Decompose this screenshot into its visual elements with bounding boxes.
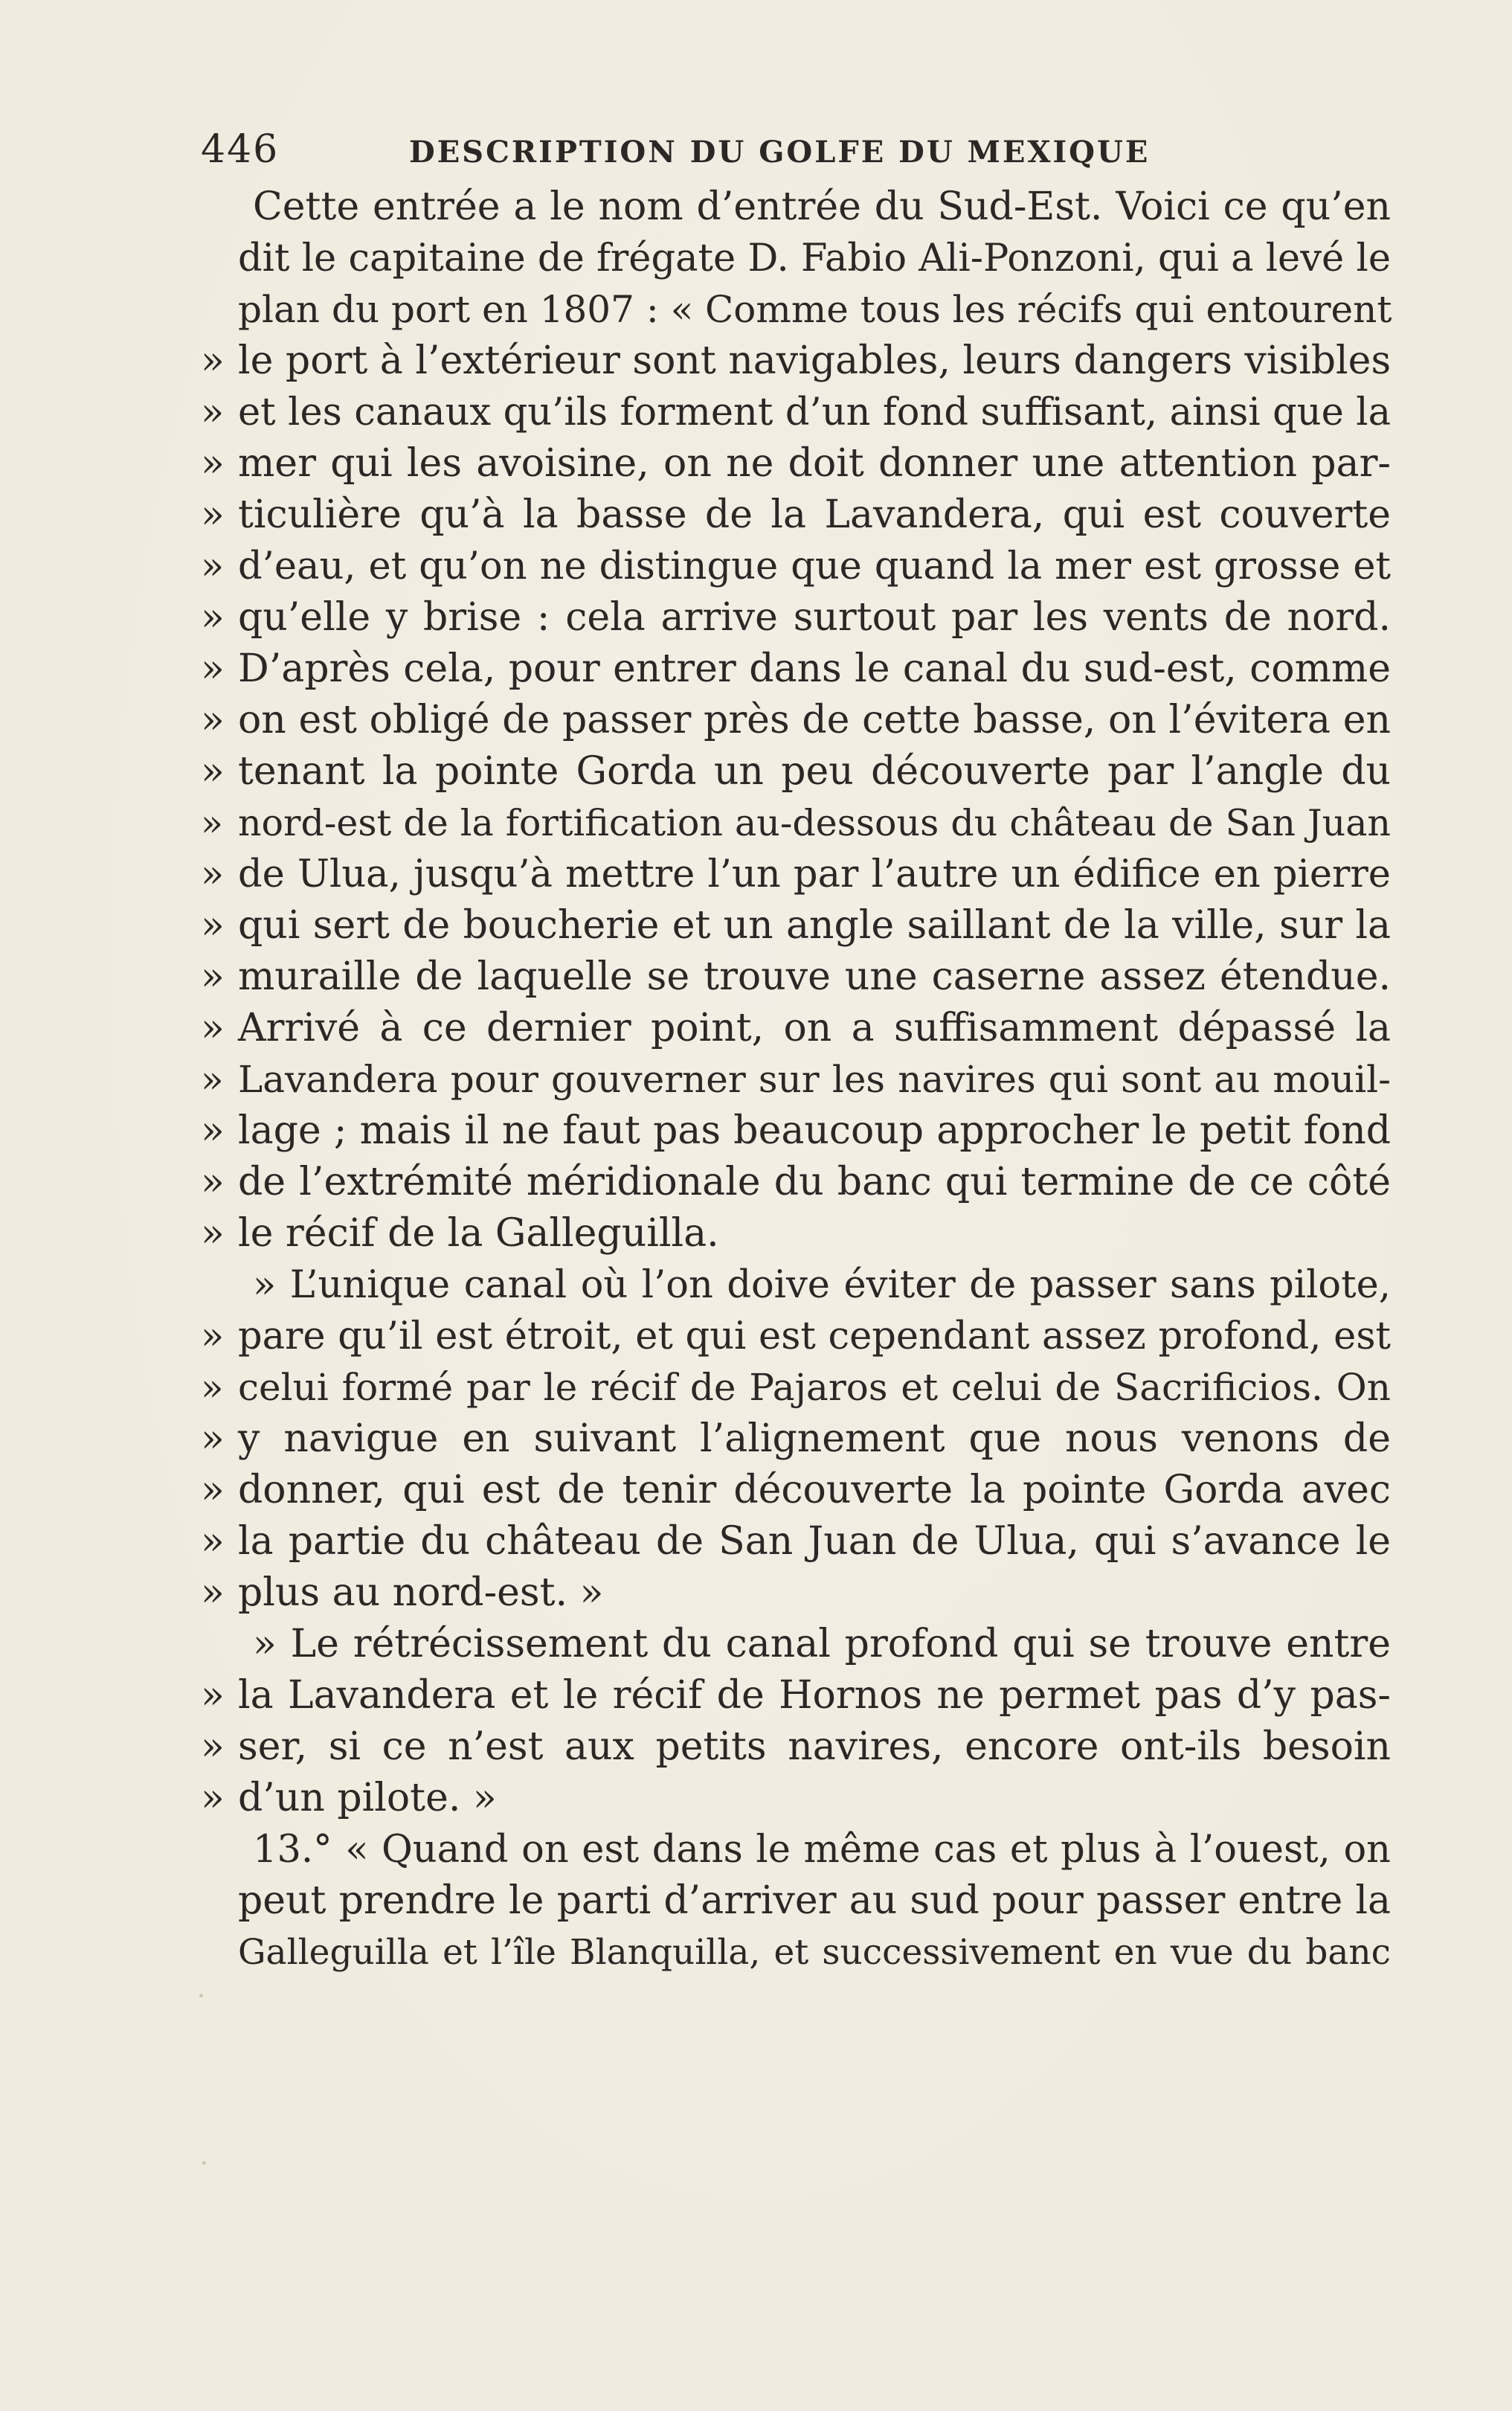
line-text: Galleguilla et l’île Blanquilla, et successivement en vue du banc bbox=[238, 1932, 1391, 1973]
text-line bbox=[201, 1208, 1391, 1259]
line-text: la Lavandera et le récif de Hornos ne permet pas d’y pas- bbox=[238, 1673, 1391, 1718]
quote-mark: » bbox=[201, 1776, 225, 1820]
text-line bbox=[201, 1927, 1391, 1978]
text-line bbox=[201, 1516, 1391, 1567]
text-line bbox=[201, 233, 1391, 284]
line-text: la partie du château de San Juan de Ulua, qui s’avance le bbox=[238, 1519, 1391, 1564]
text-line bbox=[201, 1721, 1391, 1773]
text-line bbox=[201, 1362, 1391, 1413]
line-text: de Ulua, jusqu’à mettre l’un par l’autre un édifice en pierre bbox=[238, 853, 1391, 896]
line-text: plan du port en 1807 : « Comme tous les récifs qui entourent bbox=[238, 288, 1392, 331]
text-line bbox=[201, 284, 1391, 336]
quote-mark: » bbox=[201, 1108, 225, 1153]
text-line bbox=[201, 1259, 1391, 1311]
quote-mark: » bbox=[201, 391, 225, 434]
line-text: le port à l’extérieur sont navigables, leurs dangers visibles bbox=[238, 338, 1392, 383]
text-line bbox=[201, 1157, 1391, 1208]
paper-speck bbox=[199, 1994, 203, 1997]
quote-mark: » bbox=[201, 338, 225, 383]
line-text: lage ; mais il ne faut pas beaucoup approcher le petit fond bbox=[238, 1108, 1391, 1153]
body-text bbox=[201, 182, 1391, 1978]
quote-mark: » bbox=[201, 1211, 225, 1256]
line-text: peut prendre le parti d’arriver au sud pour passer entre la bbox=[238, 1878, 1391, 1923]
line-text: qui sert de boucherie et un angle saillant de la ville, sur la bbox=[238, 903, 1391, 948]
quote-mark: » bbox=[201, 1058, 224, 1101]
line-text: » Le rétrécissement du canal profond qui se trouve entre bbox=[253, 1622, 1391, 1666]
text-line bbox=[201, 387, 1391, 438]
quote-mark: » bbox=[201, 1314, 225, 1358]
text-line bbox=[201, 797, 1391, 849]
line-text: celui formé par le récif de Pajaros et celui de Sacrificios. On bbox=[238, 1366, 1391, 1409]
text-line bbox=[201, 1003, 1391, 1054]
line-text: nord-est de la fortification au-dessous du château de San Juan bbox=[238, 802, 1391, 844]
quote-mark: » bbox=[201, 1519, 225, 1564]
quote-mark: » bbox=[201, 1366, 224, 1409]
text-line bbox=[201, 900, 1391, 951]
text-line bbox=[201, 1670, 1391, 1721]
quote-mark: » bbox=[201, 903, 225, 948]
text-line bbox=[201, 1619, 1391, 1670]
quote-mark: » bbox=[201, 853, 225, 896]
line-text: et les canaux qu’ils forment d’un fond suffisant, ainsi que la bbox=[238, 391, 1391, 434]
line-text: tenant la pointe Gorda un peu découverte par l’angle du bbox=[238, 749, 1391, 794]
line-text: » L’unique canal où l’on doive éviter de passer sans pilote, bbox=[253, 1263, 1391, 1307]
text-line bbox=[201, 541, 1391, 592]
text-line bbox=[201, 1311, 1391, 1362]
quote-mark: » bbox=[201, 749, 225, 794]
quote-mark: » bbox=[201, 441, 225, 486]
line-text: ser, si ce n’est aux petits navires, encore ont-ils besoin bbox=[238, 1724, 1391, 1769]
running-title: DESCRIPTION DU GOLFE DU MEXIQUE bbox=[409, 135, 1151, 170]
text-line bbox=[201, 695, 1391, 746]
paper-speck bbox=[202, 2161, 206, 2165]
quote-mark: » bbox=[201, 1006, 225, 1050]
quote-mark: » bbox=[201, 1724, 225, 1769]
text-line bbox=[201, 1824, 1391, 1875]
line-text: donner, qui est de tenir découverte la pointe Gorda avec bbox=[238, 1468, 1391, 1512]
text-line bbox=[201, 1567, 1391, 1619]
line-text: plus au nord-est. » bbox=[238, 1570, 604, 1615]
line-text: dit le capitaine de frégate D. Fabio Ali-Ponzoni, qui a levé le bbox=[238, 237, 1391, 280]
quote-mark: » bbox=[201, 1570, 225, 1615]
line-text: D’après cela, pour entrer dans le canal du sud-est, comme bbox=[238, 646, 1391, 691]
text-line bbox=[201, 1773, 1391, 1824]
quote-mark: » bbox=[201, 802, 223, 844]
quote-mark: » bbox=[201, 492, 225, 537]
text-line bbox=[201, 1054, 1391, 1105]
line-text: d’un pilote. » bbox=[238, 1776, 497, 1820]
quote-mark: » bbox=[201, 1673, 225, 1718]
text-line bbox=[201, 849, 1391, 900]
quote-mark: » bbox=[201, 545, 225, 588]
text-line bbox=[201, 951, 1391, 1003]
text-line bbox=[201, 489, 1391, 541]
line-text: Cette entrée a le nom d’entrée du Sud-Est. Voici ce qu’en bbox=[253, 184, 1391, 229]
line-text: 13.° « Quand on est dans le même cas et plus à l’ouest, on bbox=[253, 1828, 1391, 1872]
line-text: on est obligé de passer près de cette basse, on l’évitera en bbox=[238, 698, 1391, 742]
line-text: mer qui les avoisine, on ne doit donner une attention par- bbox=[238, 441, 1391, 486]
text-line bbox=[201, 746, 1391, 797]
line-text: Arrivé à ce dernier point, on a suffisamment dépassé la bbox=[238, 1006, 1391, 1050]
line-text: qu’elle y brise : cela arrive surtout par les vents de nord. bbox=[238, 595, 1391, 640]
running-head bbox=[201, 123, 1391, 176]
line-text: d’eau, et qu’on ne distingue que quand la mer est grosse et bbox=[238, 545, 1391, 588]
line-text: y navigue en suivant l’alignement que nous venons de bbox=[238, 1416, 1391, 1461]
line-text: le récif de la Galleguilla. bbox=[238, 1211, 719, 1256]
quote-mark: » bbox=[201, 646, 225, 691]
quote-mark: » bbox=[201, 698, 225, 742]
text-line bbox=[201, 1105, 1391, 1157]
line-text: ticulière qu’à la basse de la Lavandera, qui est couverte bbox=[238, 492, 1391, 537]
line-text: muraille de laquelle se trouve une caserne assez étendue. bbox=[238, 954, 1391, 999]
line-text: de l’extrémité méridionale du banc qui termine de ce côté bbox=[238, 1160, 1391, 1204]
text-line bbox=[201, 182, 1391, 233]
page-number: 446 bbox=[201, 127, 280, 172]
text-line bbox=[201, 643, 1391, 695]
quote-mark: » bbox=[201, 595, 225, 640]
line-text: Lavandera pour gouverner sur les navires qui sont au mouil- bbox=[238, 1058, 1391, 1101]
quote-mark: » bbox=[201, 1416, 225, 1461]
line-text: pare qu’il est étroit, et qui est cependant assez profond, est bbox=[238, 1314, 1391, 1358]
quote-mark: » bbox=[201, 1160, 225, 1204]
text-line bbox=[201, 1875, 1391, 1927]
text-line bbox=[201, 592, 1391, 643]
quote-mark: » bbox=[201, 954, 225, 999]
text-line bbox=[201, 336, 1391, 387]
text-line bbox=[201, 1413, 1391, 1465]
text-line bbox=[201, 1465, 1391, 1516]
quote-mark: » bbox=[201, 1468, 225, 1512]
text-line bbox=[201, 438, 1391, 489]
